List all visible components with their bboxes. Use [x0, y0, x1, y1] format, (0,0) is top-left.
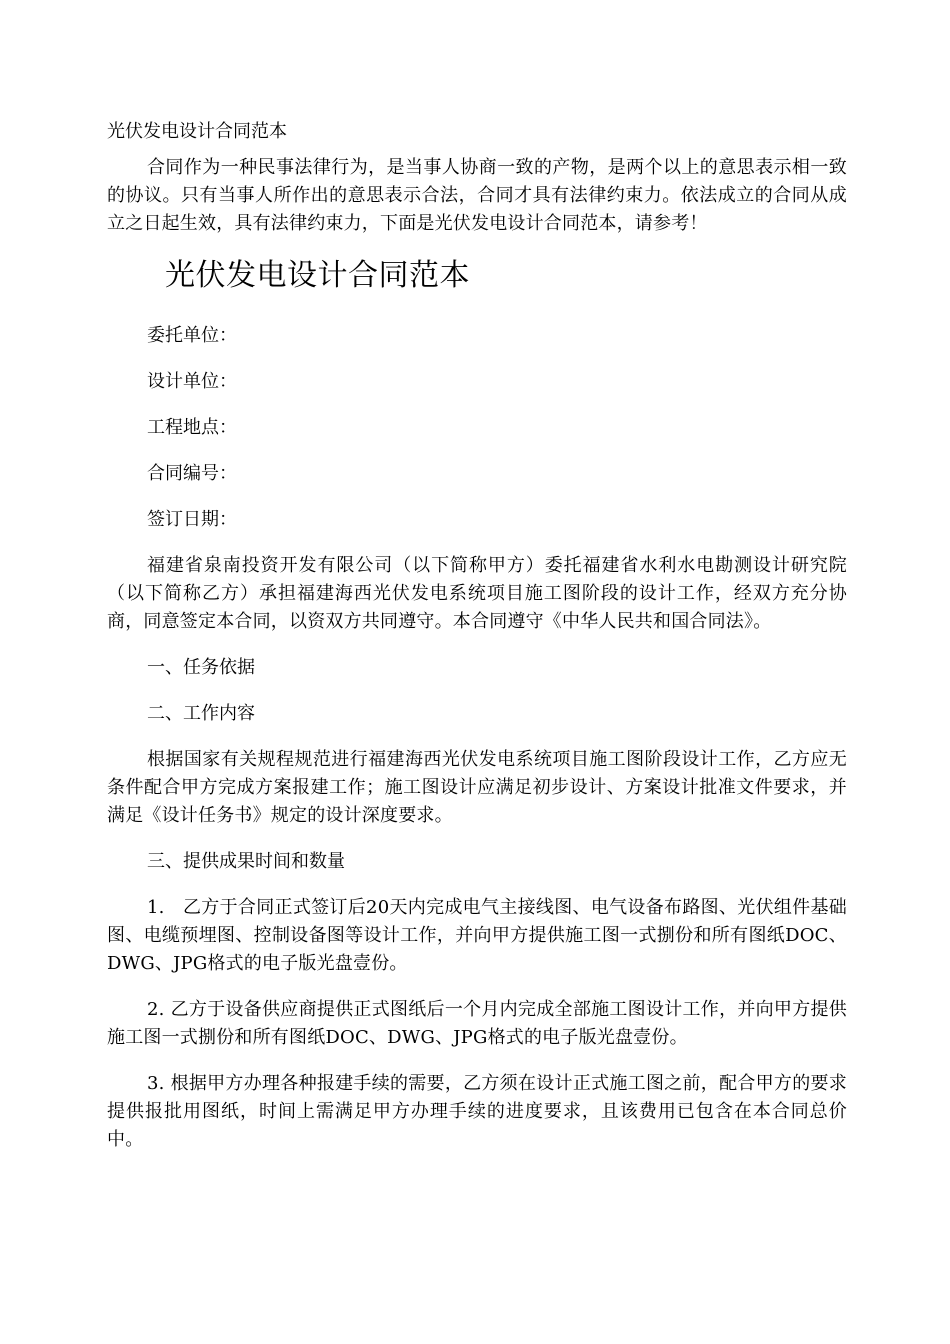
deliverable-item-2: 2. 乙方于设备供应商提供正式图纸后一个月内完成全部施工图设计工作，并向甲方提供施工图一式捌份和所有图纸DOC、DWG、JPG格式的电子版光盘壹份。 [107, 999, 847, 1048]
section-heading-deliverables: 三、提供成果时间和数量 [147, 851, 345, 872]
document-body [107, 118, 847, 1172]
field-sign-date: 签订日期： [147, 509, 237, 530]
deliverable-item-1: 1. 乙方于合同正式签订后20天内完成电气主接线图、电气设备布路图、光伏组件基础图、电缆预埋图、控制设备图等设计工作，并向甲方提供施工图一式捌份和所有图纸DOC、DWG、JPG格式的电子版光盘壹份。 [107, 897, 847, 974]
contract-title: 光伏发电设计合同范本 [165, 258, 470, 293]
field-contract-number: 合同编号： [147, 463, 237, 484]
work-content-paragraph: 根据国家有关规程规范进行福建海西光伏发电系统项目施工图阶段设计工作，乙方应无条件配合甲方完成方案报建工作；施工图设计应满足初步设计、方案设计批准文件要求，并满足《设计任务书》规定的设计深度要求。 [107, 749, 847, 826]
section-heading-work: 二、工作内容 [147, 703, 255, 724]
field-designer: 设计单位： [147, 371, 237, 392]
intro-paragraph: 合同作为一种民事法律行为，是当事人协商一致的产物，是两个以上的意思表示相一致的协议。只有当事人所作出的意思表示合法，合同才具有法律约束力。依法成立的合同从成立之日起生效，具有法律约束力，下面是光伏发电设计合同范本，请参考！ [107, 157, 847, 234]
section-heading-basis: 一、任务依据 [147, 657, 255, 678]
preamble-paragraph: 福建省泉南投资开发有限公司（以下简称甲方）委托福建省水利水电勘测设计研究院（以下简称乙方）承担福建海西光伏发电系统项目施工图阶段的设计工作，经双方充分协商，同意签定本合同，以资双方共同遵守。本合同遵守《中华人民共和国合同法》。 [107, 555, 847, 632]
field-client: 委托单位： [147, 325, 237, 346]
field-location: 工程地点： [147, 417, 237, 438]
deliverable-item-3: 3. 根据甲方办理各种报建手续的需要，乙方须在设计正式施工图之前，配合甲方的要求提供报批用图纸，时间上需满足甲方办理手续的进度要求，且该费用已包含在本合同总价中。 [107, 1073, 847, 1150]
top-heading: 光伏发电设计合同范本 [107, 121, 287, 142]
